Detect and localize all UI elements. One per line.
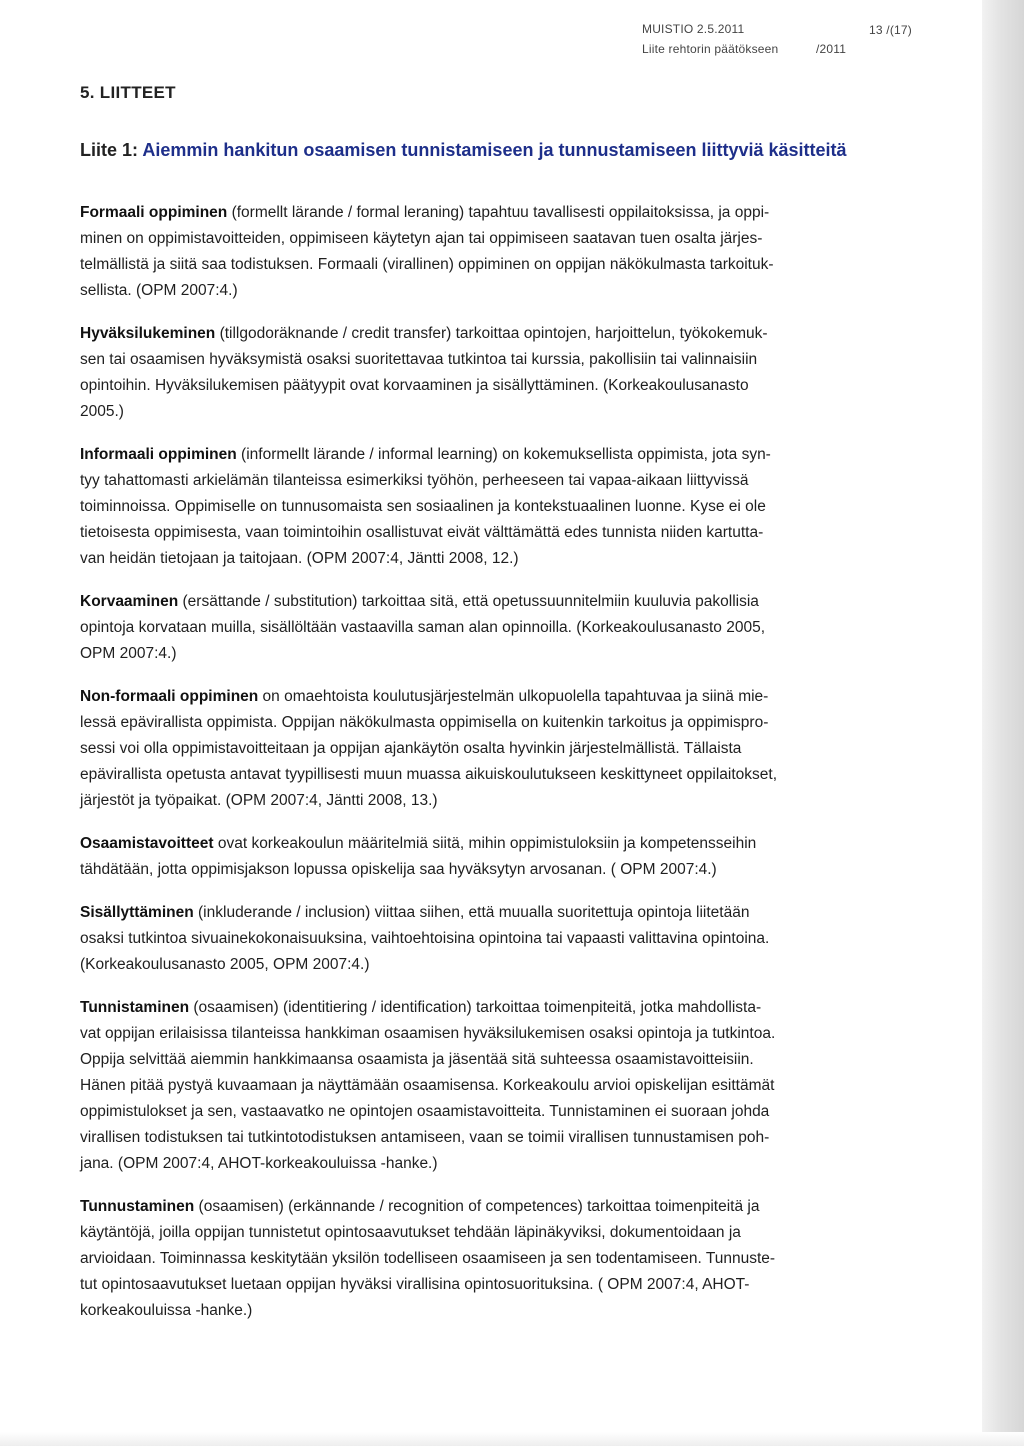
definition-line: arvioidaan. Toiminnassa keskitytään yksilön todelliseen osaamiseen ja sen todentamiseen. Tunnuste- bbox=[80, 1250, 776, 1267]
definition-text: (formellt lärande / formal leraning) tapahtuu tavallisesti oppilaitoksissa, ja oppi- bbox=[227, 204, 770, 221]
definition-line bbox=[80, 321, 860, 347]
definition-line: Oppija selvittää aiemmin hankkimaansa osaamista ja jäsentää sitä suhteessa osaamistavoitteisiin. bbox=[80, 1051, 754, 1068]
definition-entry bbox=[80, 831, 860, 883]
definition-entry bbox=[80, 684, 860, 814]
definition-line: toiminnoissa. Oppimiselle on tunnusomaista sen sosiaalinen ja kontekstuaalinen luonne. Kyse ei ole bbox=[80, 498, 766, 515]
definition-line: sen tai osaamisen hyväksymistä osaksi suoritettavaa tutkintoa tai kurssia, pakollisiin tai valinnaisiin bbox=[80, 351, 758, 368]
definition-line: 2005.) bbox=[80, 403, 124, 420]
definition-line bbox=[80, 442, 860, 468]
definition-line: vat oppijan erilaisissa tilanteissa hankkiman osaamisen hyväksilukemisen osaksi opintoja ja tutkintoa. bbox=[80, 1025, 776, 1042]
definition-entry bbox=[80, 200, 860, 304]
definition-entry bbox=[80, 321, 860, 425]
definition-text: (osaamisen) (erkännande / recognition of competences) tarkoittaa toimenpiteitä ja bbox=[194, 1198, 760, 1215]
definition-line: OPM 2007:4.) bbox=[80, 645, 177, 662]
definition-text: on omaehtoista koulutusjärjestelmän ulkopuolella tapahtuvaa ja siinä mie- bbox=[258, 688, 769, 705]
definition-line: Hänen pitää pystyä kuvaamaan ja näyttämään osaamisensa. Korkeakoulu arvioi opiskelijan esittämät bbox=[80, 1077, 775, 1094]
definition-line: opintoihin. Hyväksilukemisen päätyypit ovat korvaaminen ja sisällyttäminen. (Korkeakoulusanasto bbox=[80, 377, 749, 394]
definition-line: van heidän tietojaan ja taitojaan. (OPM 2007:4, Jäntti 2008, 12.) bbox=[80, 550, 519, 567]
attachment-reference: Liite rehtorin päätökseen bbox=[642, 42, 779, 56]
definition-line: osaksi tutkintoa sivuainekokonaisuuksina, vaihtoehtoisina opintoina tai vapaasti valittavina opintoina. bbox=[80, 930, 770, 947]
section-title: 5. LIITTEET bbox=[80, 83, 176, 102]
definition-line: järjestöt ja työpaikat. (OPM 2007:4, Jäntti 2008, 13.) bbox=[80, 792, 438, 809]
definition-line: käytäntöjä, joilla oppijan tunnistetut opintosaavutukset tehdään läpinäkyviksi, dokumentoidaan ja bbox=[80, 1224, 741, 1241]
definition-text: (tillgodoräknande / credit transfer) tarkoittaa opintojen, harjoittelun, työkokemuk- bbox=[215, 325, 768, 342]
definition-line: tähdätään, jotta oppimisjakson lopussa opiskelija saa hyväksytyn arvosanan. ( OPM 2007:4.) bbox=[80, 861, 717, 878]
definition-entry bbox=[80, 995, 860, 1177]
definition-text: (ersättande / substitution) tarkoittaa sitä, että opetussuunnitelmiin kuuluvia pakollisia bbox=[178, 593, 759, 610]
definition-line: minen on oppimistavoitteiden, oppimiseen käytetyn ajan tai oppimiseen saatavan tuen osalta järjes- bbox=[80, 230, 763, 247]
definition-line: telmällistä ja siitä saa todistuksen. Formaali (virallinen) oppiminen on oppijan näkökulmasta tarkoituk- bbox=[80, 256, 774, 273]
definition-term: Non-formaali oppiminen bbox=[80, 688, 259, 705]
definition-line: lessä epävirallista oppimista. Oppijan näkökulmasta oppimisella on kuitenkin tarkoitus ja oppimispro- bbox=[80, 714, 769, 731]
definition-entry bbox=[80, 900, 860, 978]
definitions-list bbox=[80, 200, 860, 1341]
attachment-title-text: Aiemmin hankitun osaamisen tunnistamiseen ja tunnustamiseen liittyviä käsitteitä bbox=[142, 140, 847, 160]
definition-line: oppimistulokset ja sen, vastaavatko ne opintojen osaamistavoitteita. Tunnistaminen ei suoraan johda bbox=[80, 1103, 770, 1120]
definition-text: (osaamisen) (identitiering / identification) tarkoittaa toimenpiteitä, jotka mahdollista- bbox=[189, 999, 762, 1016]
definition-line bbox=[80, 200, 860, 226]
definition-term: Tunnustaminen bbox=[80, 1198, 195, 1215]
definition-term: Sisällyttäminen bbox=[80, 904, 194, 921]
definition-text: ovat korkeakoulun määritelmiä siitä, mihin oppimistuloksiin ja kompetensseihin bbox=[213, 835, 757, 852]
definition-term: Formaali oppiminen bbox=[80, 204, 228, 221]
definition-term: Tunnistaminen bbox=[80, 999, 190, 1016]
definition-line: jana. (OPM 2007:4, AHOT-korkeakouluissa -hanke.) bbox=[80, 1155, 438, 1172]
attachment-title bbox=[80, 140, 847, 161]
definition-text: (informellt lärande / informal learning) on kokemuksellista oppimista, jota syn- bbox=[236, 446, 771, 463]
memo-date: MUISTIO 2.5.2011 bbox=[642, 22, 745, 36]
definition-entry bbox=[80, 589, 860, 667]
attachment-prefix: Liite 1: bbox=[80, 140, 139, 160]
definition-line bbox=[80, 995, 860, 1021]
definition-line: tietoisesta oppimisesta, vaan toimintoihin osallistuvat eivät välttämättä edes tunnista niiden kartutta- bbox=[80, 524, 764, 541]
scan-bottom-shadow bbox=[0, 1432, 1024, 1446]
definition-term: Korvaaminen bbox=[80, 593, 179, 610]
definition-term: Hyväksilukeminen bbox=[80, 325, 216, 342]
definition-line: (Korkeakoulusanasto 2005, OPM 2007:4.) bbox=[80, 956, 370, 973]
definition-line bbox=[80, 589, 860, 615]
definition-line: tut opintosaavutukset luetaan oppijan hyväksi virallisina opintosuorituksina. ( OPM 2007:4, AHOT- bbox=[80, 1276, 750, 1293]
definition-line: sessi voi olla oppimistavoitteitaan ja oppijan ajankäytön osalta hyvinkin järjestelmällistä. Tällaista bbox=[80, 740, 742, 757]
definition-line bbox=[80, 900, 860, 926]
definition-line: sellista. (OPM 2007:4.) bbox=[80, 282, 238, 299]
definition-term: Informaali oppiminen bbox=[80, 446, 237, 463]
definition-text: (inkluderande / inclusion) viittaa siihen, että muualla suoritettuja opintoja liitetään bbox=[193, 904, 750, 921]
definition-entry bbox=[80, 442, 860, 572]
definition-line bbox=[80, 684, 860, 710]
definition-entry bbox=[80, 1194, 860, 1324]
definition-term: Osaamistavoitteet bbox=[80, 835, 214, 852]
definition-line: virallisen todistuksen tai tutkintotodistuksen antamiseen, vaan se toimii virallisen tunnustamisen poh- bbox=[80, 1129, 770, 1146]
scan-edge-shadow bbox=[982, 0, 1024, 1446]
definition-line bbox=[80, 831, 860, 857]
definition-line: epävirallista opetusta antavat tyypillisesti muun muassa aikuiskoulutukseen keskittyneet oppilaitokset, bbox=[80, 766, 778, 783]
page-number: 13 /(17) bbox=[869, 23, 912, 37]
decision-year: /2011 bbox=[816, 42, 847, 56]
definition-line: korkeakouluissa -hanke.) bbox=[80, 1302, 253, 1319]
definition-line bbox=[80, 1194, 860, 1220]
definition-line: opintoja korvataan muilla, sisällöltään vastaavilla saman alan opinnoilla. (Korkeakoulusanasto 2005, bbox=[80, 619, 765, 636]
definition-line: tyy tahattomasti arkielämän tilanteissa esimerkiksi työhön, perheeseen tai vapaa-aikaan liittyvissä bbox=[80, 472, 749, 489]
